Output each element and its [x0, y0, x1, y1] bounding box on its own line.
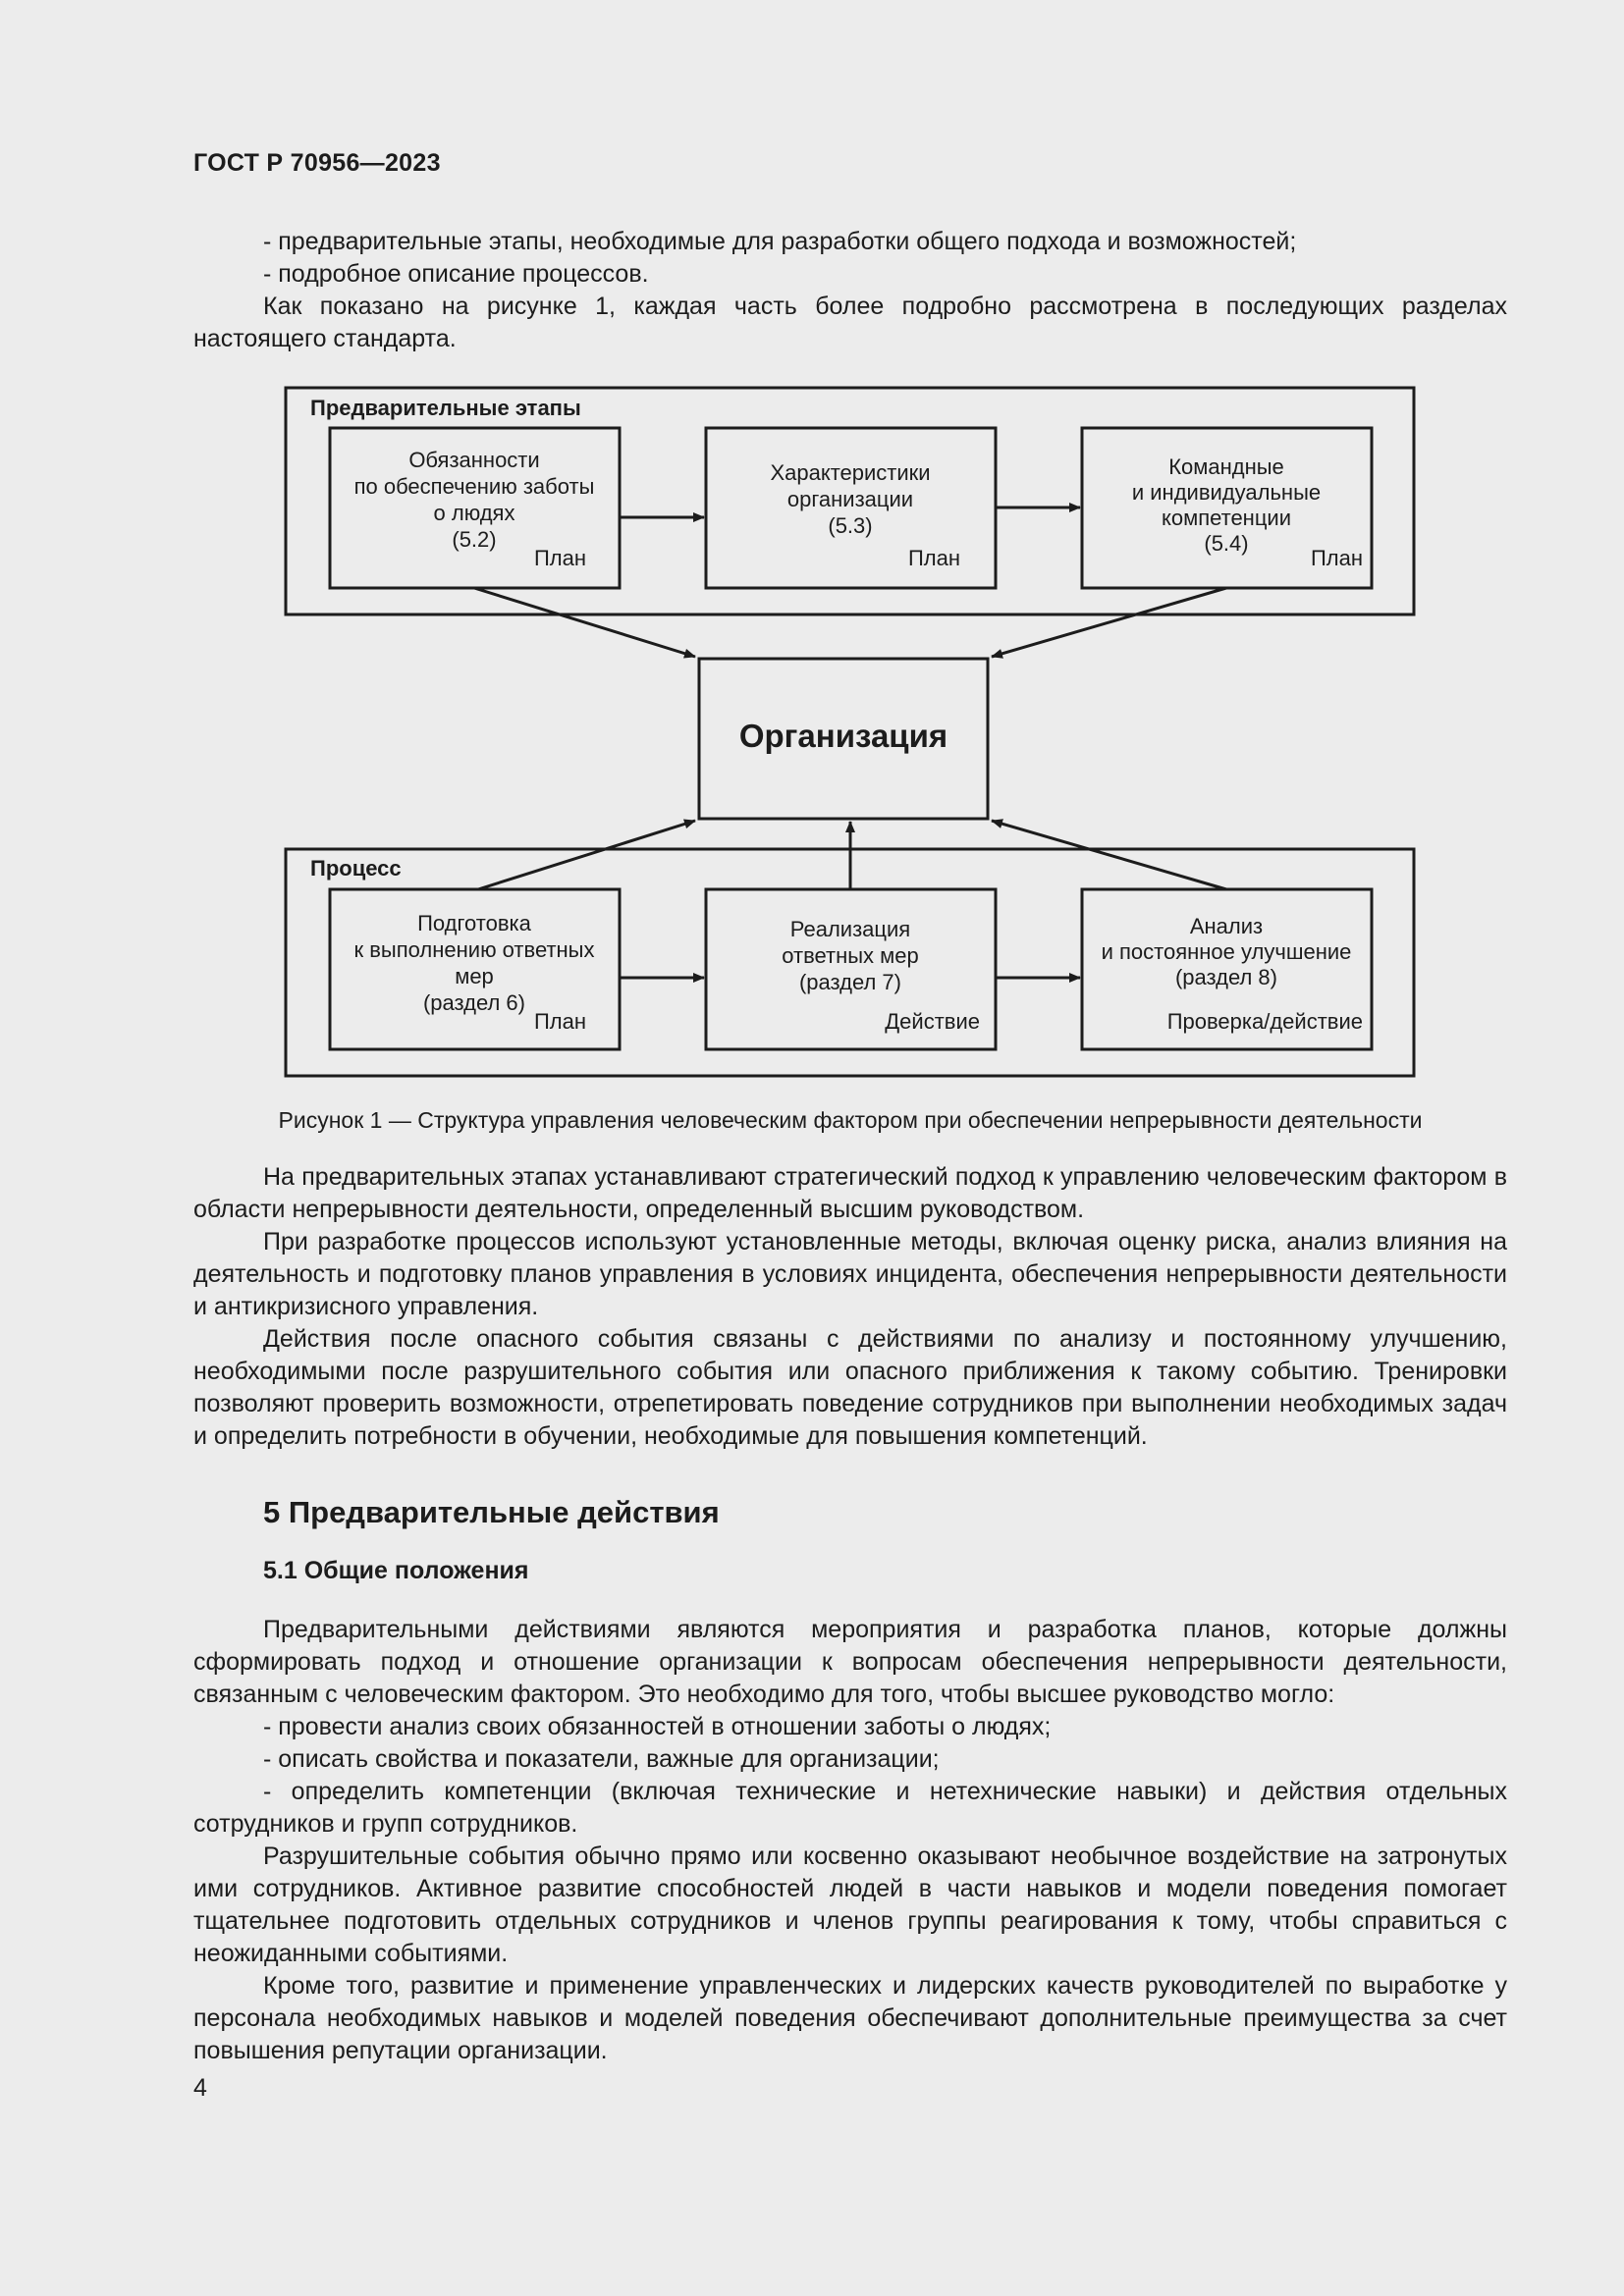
duty-of-care-box — [330, 428, 620, 588]
box-tag: План — [1310, 546, 1363, 570]
org-characteristics-box — [706, 428, 996, 588]
flow-arrow — [992, 821, 1226, 889]
box-line: Характеристики — [770, 460, 931, 485]
box-tag: Проверка/действие — [1166, 1009, 1363, 1034]
box-line: Реализация — [789, 917, 911, 941]
intro-item: - предварительные этапы, необходимые для разработки общего подхода и возможностей; — [263, 228, 1297, 255]
box-line: (5.4) — [1204, 531, 1249, 556]
box-line: к выполнению ответных — [353, 937, 595, 962]
flow-arrow — [992, 588, 1226, 657]
paragraph: При разработке процессов используют установленные методы, включая оценку риска, анализ влияния на деятельность и подготовку планов управления в условиях инцидента, обеспечения непрерывности деятельности и антикризисного управления. — [193, 1228, 1507, 1320]
flow-arrow — [478, 821, 695, 889]
box-line: ответных мер — [782, 943, 919, 968]
paragraph: Разрушительные события обычно прямо или косвенно оказывают необычное воздействие на затронутых ими сотрудников. Активное развитие способностей людей в части навыков и модели поведения помогает тщательнее подготовить отдельных сотрудников и членов группы реагирования к тому, чтобы справиться с неожиданными событиями. — [193, 1842, 1507, 1967]
box-line: мер — [455, 964, 494, 988]
process-group-title: Процесс — [310, 856, 402, 881]
section-title: 5 Предварительные действия — [263, 1495, 720, 1529]
list-item: - определить компетенции (включая технические и нетехнические навыки) и действия отдельных сотрудников и групп сотрудников. — [193, 1778, 1507, 1838]
response-implementation-box — [706, 889, 996, 1049]
intro-item: - подробное описание процессов. — [263, 260, 649, 288]
body-text-1 — [193, 1161, 1507, 1453]
body-text-2 — [193, 1614, 1507, 2067]
box-tag: План — [533, 546, 586, 570]
competencies-box — [1082, 428, 1372, 588]
box-line: компетенции — [1161, 506, 1292, 530]
box-tag: План — [533, 1009, 586, 1034]
analysis-improvement-box — [1082, 889, 1372, 1049]
document-header: ГОСТ Р 70956—2023 — [193, 149, 441, 177]
paragraph: Предварительными действиями являются мероприятия и разработка планов, которые должны сформировать подход и отношение организации к вопросам обеспечения непрерывности деятельности, связанным с человеческим фактором. Это необходимо для того, чтобы высшее руководство могло: — [193, 1616, 1507, 1708]
box-line: (раздел 8) — [1174, 965, 1278, 989]
box-line: (раздел 7) — [798, 970, 902, 994]
box-line: (5.2) — [452, 527, 497, 552]
figure-caption: Рисунок 1 — Структура управления человеческим фактором при обеспечении непрерывности деятельности — [278, 1107, 1423, 1133]
organization-box — [699, 659, 988, 819]
box-line: и индивидуальные — [1131, 480, 1322, 505]
box-tag: Действие — [885, 1009, 980, 1034]
box-line: (раздел 6) — [422, 990, 526, 1015]
prelim-group-title: Предварительные этапы — [310, 396, 581, 420]
paragraph: Действия после опасного события связаны с действиями по анализу и постоянному улучшению, необходимыми после разрушительного события или опасного приближения к такому событию. Тренировки позволяют проверить возможности, отрепетировать поведение сотрудников при выполнении необходимых задач и определить потребности в обучении, необходимые для повышения компетенций. — [193, 1325, 1507, 1450]
box-line: Анализ — [1189, 914, 1264, 938]
response-preparation-box — [330, 889, 620, 1049]
flow-arrow — [474, 588, 695, 657]
box-line: организации — [786, 487, 914, 511]
organization-label: Организация — [738, 718, 948, 754]
figure-diagram — [0, 0, 1624, 1099]
list-item: - провести анализ своих обязанностей в отношении заботы о людях; — [263, 1713, 1052, 1740]
box-line: о людях — [433, 501, 515, 525]
paragraph: На предварительных этапах устанавливают стратегический подход к управлению человеческим фактором в области непрерывности деятельности, определенный высшим руководством. — [193, 1163, 1507, 1223]
box-line: Подготовка — [417, 911, 531, 935]
box-tag: План — [907, 546, 960, 570]
intro-paragraph: Как показано на рисунке 1, каждая часть более подробно рассмотрена в последующих разделах настоящего стандарта. — [193, 293, 1507, 352]
paragraph: Кроме того, развитие и применение управленческих и лидерских качеств руководителей по выработке у персонала необходимых навыков и моделей поведения обеспечивают дополнительные преимущества за счет повышения репутации организации. — [193, 1972, 1507, 2064]
box-line: Обязанности — [408, 448, 540, 472]
box-line: Командные — [1168, 454, 1284, 479]
page-number: 4 — [193, 2074, 207, 2102]
list-item: - описать свойства и показатели, важные для организации; — [263, 1745, 940, 1773]
box-line: по обеспечению заботы — [353, 474, 595, 499]
box-line: (5.3) — [828, 513, 873, 538]
box-line: и постоянное улучшение — [1101, 939, 1352, 964]
subsection-title: 5.1 Общие положения — [263, 1557, 529, 1584]
